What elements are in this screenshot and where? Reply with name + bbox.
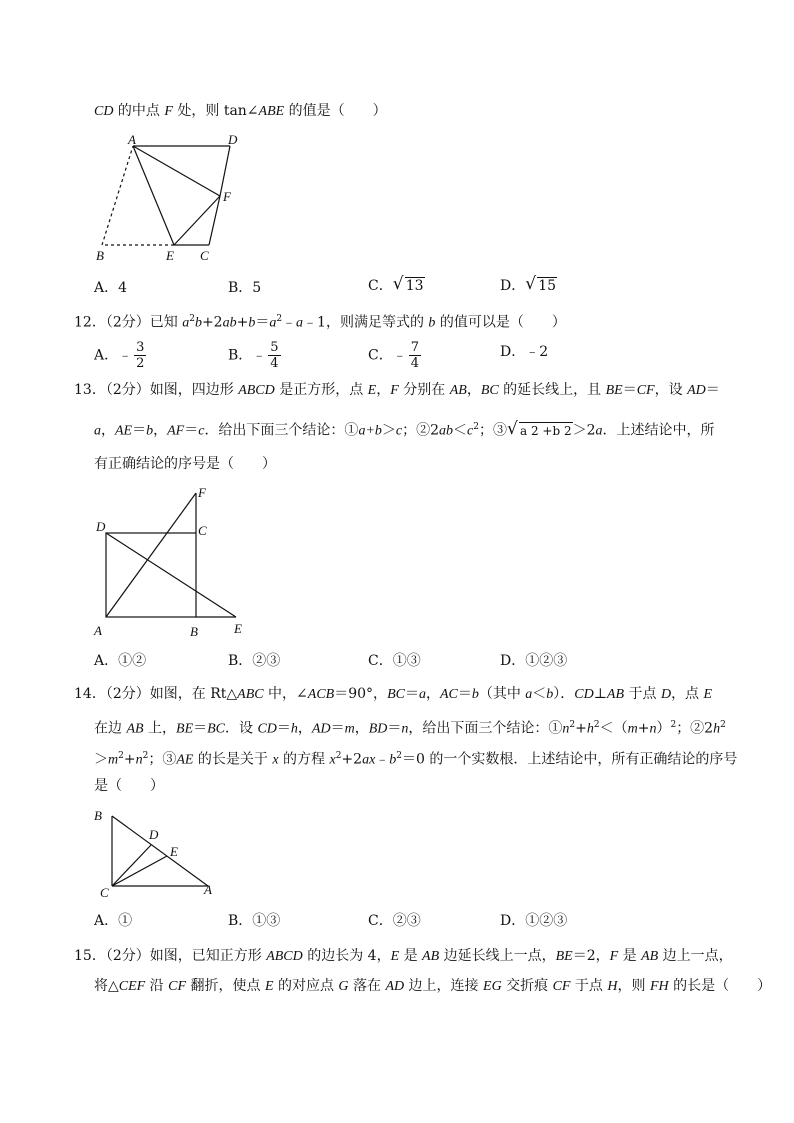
- q14-text: m: [344, 721, 355, 737]
- q13-text: E: [367, 383, 377, 398]
- q13-text: ．给出下面三个结论：①: [204, 422, 359, 439]
- q14-text: BD: [368, 721, 388, 737]
- q11-seg-AF: [133, 146, 220, 196]
- q14-text: ＝: [404, 686, 419, 702]
- q14-text: ，给出下面三个结论：①: [408, 720, 563, 737]
- q15-text: 是: [618, 948, 642, 964]
- sqrt: √ 15: [525, 274, 557, 294]
- q14-figure: [90, 805, 230, 900]
- question-number: 12．: [74, 314, 106, 331]
- q13-text: ，: [153, 422, 168, 439]
- option-letter: D．: [500, 344, 526, 360]
- option-letter: C．: [368, 653, 393, 669]
- question-score: （2分）: [105, 948, 150, 964]
- option-letter: C．: [368, 347, 393, 364]
- q11-text: F: [164, 104, 173, 119]
- q12-text: ﹣: [282, 314, 297, 331]
- option-value: ②③: [252, 653, 281, 669]
- option-letter: B．: [228, 653, 253, 669]
- q14-text: h: [290, 721, 298, 737]
- option-letter: B．: [228, 913, 253, 929]
- q12-option-b[interactable]: [228, 340, 283, 371]
- q15-text: 的对应点: [273, 978, 339, 994]
- option-letter: D．: [500, 278, 526, 294]
- q12-text: ＝: [255, 314, 270, 331]
- q12-text: +: [236, 314, 249, 331]
- q12-text: 的值可以是（ ）: [435, 314, 566, 331]
- q14-text: 于点: [624, 686, 661, 702]
- q13-square-ABCD: [106, 533, 196, 617]
- q14-text: ，点: [671, 686, 704, 702]
- q14-text: a: [525, 687, 533, 702]
- q15-text: 翻折，使点: [186, 978, 265, 994]
- q12-option-a[interactable]: [94, 340, 148, 371]
- q13-option-a[interactable]: [94, 651, 146, 671]
- q14-text: +: [637, 720, 650, 737]
- q13-text: CF: [636, 383, 655, 398]
- q14-text: h: [586, 721, 594, 737]
- q12-text: a: [296, 315, 304, 331]
- question-score: （2分）: [105, 382, 150, 398]
- sqrt: √ a 2 +b 2: [506, 418, 572, 439]
- q15-text: CEF: [118, 979, 146, 994]
- q14-text: AE: [176, 752, 194, 768]
- q13-seg-DE: [106, 533, 236, 617]
- q13-text: ，: [376, 382, 391, 398]
- option-value: ﹣2: [525, 344, 549, 360]
- option-sign: ﹣: [252, 347, 267, 364]
- q11-figure: [90, 130, 250, 265]
- q14-text: 2: [720, 720, 726, 730]
- q11-label-F: F: [223, 189, 231, 204]
- q14-text: CD: [257, 721, 277, 737]
- q12-text: +2: [201, 314, 223, 331]
- q14-stem-line2: [94, 715, 726, 740]
- q15-text: G: [338, 979, 349, 994]
- q13-text: b: [146, 423, 154, 439]
- q13-text: 是正方形，点: [274, 382, 368, 398]
- q15-text: H: [607, 979, 618, 994]
- q13-option-b[interactable]: [228, 651, 280, 671]
- q11-seg-BA-dashed: [102, 146, 133, 245]
- q11-label-C: C: [200, 248, 209, 263]
- q11-label-B: B: [96, 248, 104, 263]
- q15-text: 的边长为 4，: [302, 948, 391, 964]
- q13-text: ；②2: [402, 422, 440, 439]
- option-letter: D．: [500, 653, 526, 669]
- q13-text: ，: [101, 422, 115, 439]
- option-value: ①②③: [525, 913, 568, 929]
- q15-stem-line1: [74, 946, 733, 967]
- q13-text: ．上述结论中，所: [602, 422, 715, 439]
- q13-text: c: [467, 423, 474, 439]
- option-letter: B．: [228, 347, 253, 364]
- q11-text: 的中点: [113, 103, 165, 119]
- q15-text: CF: [168, 979, 187, 994]
- q14-text: AB: [126, 721, 144, 737]
- q14-text: AD: [311, 721, 331, 737]
- q14-text: ，: [297, 720, 312, 737]
- option-letter: A．: [94, 280, 119, 296]
- q14-text: ax: [362, 752, 376, 768]
- q14-text: 如图，在 Rt△: [149, 686, 238, 702]
- q13-text: AF: [167, 423, 185, 439]
- q14-text: 2: [142, 751, 149, 761]
- q14-text: ＞: [94, 751, 108, 768]
- q14-text: h: [713, 721, 721, 737]
- q11-label-E: E: [166, 248, 174, 263]
- q13-text: F: [390, 383, 399, 398]
- q14-text: ＝: [387, 720, 402, 737]
- q14-option-a[interactable]: [94, 911, 132, 931]
- q15-text: 于点: [570, 978, 608, 994]
- q13-text: 2: [473, 422, 479, 432]
- q11-option-b[interactable]: [228, 278, 261, 298]
- q14-text: E: [703, 687, 713, 702]
- q14-text: n: [135, 752, 143, 768]
- q14-text: 2: [593, 720, 600, 730]
- q15-text: E: [390, 949, 400, 964]
- q15-text: ＝2，: [572, 948, 610, 964]
- option-sign: ﹣: [392, 347, 407, 364]
- q12-option-d[interactable]: [500, 342, 548, 362]
- q14-text: ＜: [532, 686, 547, 702]
- q15-text: ，则: [617, 978, 650, 994]
- q14-text: D: [660, 687, 672, 702]
- q15-text: AD: [385, 979, 405, 994]
- q14-text: ，: [354, 720, 369, 737]
- q11-text: 的值是（ ）: [284, 103, 387, 119]
- q11-text: 处，则 tan∠: [172, 103, 259, 119]
- q13-text: a 2 +b 2: [519, 423, 572, 438]
- q14-text: ，: [425, 686, 440, 702]
- question-score: （2分）: [105, 686, 150, 702]
- q13-label-F: F: [198, 485, 206, 500]
- q14-text: ⊥: [593, 686, 607, 702]
- q13-option-c[interactable]: [368, 651, 421, 671]
- option-value: ②③: [392, 913, 421, 929]
- q11-option-c[interactable]: [368, 276, 425, 296]
- q13-text: ；③: [478, 422, 507, 439]
- q15-stem-line2: [94, 976, 771, 997]
- q12-stem: [74, 309, 566, 334]
- q15-text: 边上一点，: [658, 948, 733, 964]
- q13-seg-AF: [106, 493, 196, 617]
- q14-seg-BA: [112, 816, 208, 886]
- q13-label-A: A: [94, 623, 102, 638]
- q14-option-c[interactable]: [368, 911, 421, 931]
- q14-text: 2: [335, 751, 342, 761]
- q14-text: 2: [569, 720, 576, 730]
- q15-text: E: [264, 979, 274, 994]
- q14-stem-line3: [94, 746, 737, 771]
- option-value: ①③: [392, 653, 421, 669]
- q14-text: AC: [439, 687, 458, 702]
- q14-text: ）: [656, 720, 671, 737]
- option-value: ①②③: [525, 653, 568, 669]
- q12-text: a: [269, 315, 277, 331]
- q11-option-a[interactable]: [94, 278, 127, 298]
- option-value: ①②: [118, 653, 147, 669]
- q14-text: ＝: [276, 720, 291, 737]
- q15-text: EG: [483, 979, 502, 994]
- q15-text: 边延长线上一点，: [439, 948, 556, 964]
- question-score: （2分）: [105, 314, 150, 331]
- q15-text: 落在: [348, 978, 386, 994]
- q13-stem-line2: [94, 417, 715, 442]
- q13-text: c: [198, 423, 205, 439]
- q14-text: 的长是关于: [193, 751, 273, 768]
- q14-text: BC: [207, 721, 226, 737]
- q14-text: n: [649, 721, 657, 737]
- q15-text: F: [609, 949, 619, 964]
- q14-text: b: [389, 752, 397, 768]
- q13-text: 如图，四边形: [149, 382, 239, 398]
- q14-text: （其中: [478, 686, 526, 702]
- q15-text: 交折痕: [501, 978, 553, 994]
- q11-seg-FC: [209, 196, 220, 245]
- q11-stem-continuation: [94, 101, 387, 122]
- q13-text: c: [395, 423, 403, 439]
- q14-text: BC: [387, 687, 405, 702]
- q14-text: x: [329, 752, 336, 768]
- q14-text: ＝: [193, 720, 208, 737]
- q14-seg-CD: [112, 845, 151, 886]
- q13-label-D: D: [96, 519, 106, 534]
- option-value: 13: [405, 278, 424, 294]
- q14-text: 在边: [94, 720, 127, 737]
- q13-text: a+b: [358, 423, 382, 439]
- option-letter: C．: [368, 278, 393, 294]
- q13-label-C: C: [198, 523, 207, 538]
- q14-text: +2: [341, 751, 363, 768]
- option-letter: A．: [94, 347, 119, 364]
- q14-text: ＝0 的一个实数根．上述结论中，所有正确结论的序号: [402, 751, 738, 768]
- q13-text: ＝: [705, 382, 720, 398]
- q14-label-E: E: [170, 844, 178, 859]
- q14-stem-line1: [74, 684, 712, 705]
- option-value: 15: [538, 278, 557, 294]
- q14-text: CD: [574, 687, 594, 702]
- q14-text: 2: [396, 751, 403, 761]
- q12-text: 已知: [149, 314, 183, 331]
- q13-text: ，设: [654, 382, 688, 398]
- q13-text: ＝: [622, 382, 637, 398]
- q14-stem-line4: 是（ ）: [94, 778, 164, 794]
- q14-text: m: [627, 721, 638, 737]
- denominator: 4: [270, 356, 279, 371]
- q11-text: CD: [94, 104, 114, 119]
- q14-text: 中，∠: [263, 686, 308, 702]
- q12-text: b: [194, 315, 202, 331]
- q14-text: ACB: [307, 687, 335, 702]
- denominator: 4: [410, 356, 419, 371]
- fraction: [134, 340, 146, 371]
- q13-text: BE: [605, 383, 623, 398]
- q14-text: BE: [176, 721, 194, 737]
- q13-text: ＝: [132, 422, 147, 439]
- q13-text: ab: [439, 423, 454, 439]
- q13-label-E: E: [234, 621, 242, 636]
- q15-text: 的长是（ ）: [668, 978, 772, 994]
- q12-text: ab: [222, 315, 237, 331]
- q14-text: n: [401, 721, 409, 737]
- q11-label-A: A: [128, 132, 136, 147]
- q14-text: b: [471, 687, 479, 702]
- option-letter: A．: [94, 913, 119, 929]
- q13-text: 分别在: [398, 382, 450, 398]
- q13-text: ＝: [184, 422, 199, 439]
- q13-label-B: B: [190, 624, 198, 639]
- numerator: 3: [136, 340, 145, 355]
- q14-text: ABC: [237, 687, 264, 702]
- q14-text: m: [108, 752, 119, 768]
- q13-text: ＞: [381, 422, 396, 439]
- sqrt: √ 13: [392, 274, 424, 294]
- q13-text: AE: [115, 423, 133, 439]
- option-letter: D．: [500, 913, 526, 929]
- option-letter: B．: [228, 280, 253, 296]
- q12-text: ﹣1，则满足等式的: [303, 314, 429, 331]
- option-value: 4: [118, 280, 128, 296]
- q14-option-d[interactable]: [500, 911, 567, 931]
- q14-text: b: [546, 687, 554, 702]
- q13-text: AD: [687, 383, 706, 398]
- q14-text: ；②2: [676, 720, 714, 737]
- q13-text: ABCD: [238, 383, 275, 398]
- fraction: [409, 340, 421, 371]
- q15-text: CF: [552, 979, 571, 994]
- q14-text: 的方程: [278, 751, 330, 768]
- question-number: 14．: [74, 686, 106, 702]
- numerator: 7: [410, 340, 419, 355]
- q12-text: 2: [189, 314, 195, 324]
- option-value: 5: [252, 280, 262, 296]
- q14-text: ＜（: [599, 720, 628, 737]
- q11-label-D: D: [228, 132, 238, 147]
- q15-text: 是: [399, 948, 423, 964]
- q13-text: ，: [466, 382, 481, 398]
- option-value: ①: [118, 913, 133, 929]
- q14-text: a: [418, 687, 426, 702]
- q11-text: ABE: [258, 104, 285, 119]
- q13-text: a: [94, 423, 101, 439]
- q14-text: 2: [118, 751, 124, 761]
- q14-text: AB: [606, 687, 625, 702]
- option-letter: A．: [94, 653, 119, 669]
- q14-text: x: [272, 752, 279, 768]
- q14-seg-CE: [112, 856, 167, 886]
- q14-label-B: B: [94, 808, 102, 823]
- q15-text: 将△: [94, 978, 119, 994]
- q14-text: +: [123, 751, 136, 768]
- q12-option-c[interactable]: [368, 340, 423, 371]
- q14-text: ）．: [553, 686, 575, 702]
- q13-text: 的延长线上，且: [498, 382, 606, 398]
- q14-text: 上，: [143, 720, 177, 737]
- q13-text: a: [595, 423, 603, 439]
- q13-figure: [90, 485, 260, 643]
- q15-text: ABCD: [266, 949, 303, 964]
- q13-option-d[interactable]: [500, 651, 567, 671]
- q14-text: n: [562, 721, 570, 737]
- q14-text: ＝: [330, 720, 345, 737]
- q15-text: 边上，连接: [404, 978, 484, 994]
- q13-text: ＜: [453, 422, 468, 439]
- q14-label-A: A: [204, 882, 212, 897]
- q14-text: ；③: [148, 751, 177, 768]
- q11-option-d[interactable]: [500, 276, 557, 296]
- q14-text: ．设: [225, 720, 258, 737]
- q14-label-C: C: [100, 885, 109, 900]
- q11-seg-AE: [133, 146, 174, 245]
- q15-text: AB: [641, 949, 659, 964]
- q12-text: b: [428, 315, 436, 331]
- q13-text: BC: [480, 383, 499, 398]
- q15-text: FH: [649, 979, 669, 994]
- q14-text: ＝90°，: [334, 686, 388, 702]
- q14-text: ﹣: [375, 751, 390, 768]
- q14-text: +: [575, 720, 587, 737]
- option-value: ①③: [252, 913, 281, 929]
- q15-text: 如图，已知正方形: [149, 948, 267, 964]
- q15-text: 沿: [145, 978, 169, 994]
- option-sign: ﹣: [118, 347, 133, 364]
- q14-text: ＝: [457, 686, 472, 702]
- question-number: 13．: [74, 382, 106, 398]
- q15-text: BE: [555, 949, 573, 964]
- option-letter: C．: [368, 913, 393, 929]
- q13-text: AB: [449, 383, 467, 398]
- q14-option-b[interactable]: [228, 911, 280, 931]
- denominator: 2: [136, 356, 145, 371]
- q14-label-D: D: [149, 827, 159, 842]
- q13-stem-line1: [74, 380, 720, 401]
- fraction: [268, 340, 280, 371]
- q12-text: 2: [276, 314, 283, 324]
- q13-text: ＞2: [572, 422, 596, 439]
- q13-stem-line3: 有正确结论的序号是（ ）: [94, 456, 276, 472]
- q15-text: AB: [422, 949, 440, 964]
- question-number: 15．: [74, 948, 106, 964]
- q12-text: b: [248, 315, 256, 331]
- q14-text: 2: [670, 720, 677, 730]
- q11-seg-EF: [174, 196, 220, 245]
- q12-text: a: [182, 315, 190, 331]
- numerator: 5: [270, 340, 279, 355]
